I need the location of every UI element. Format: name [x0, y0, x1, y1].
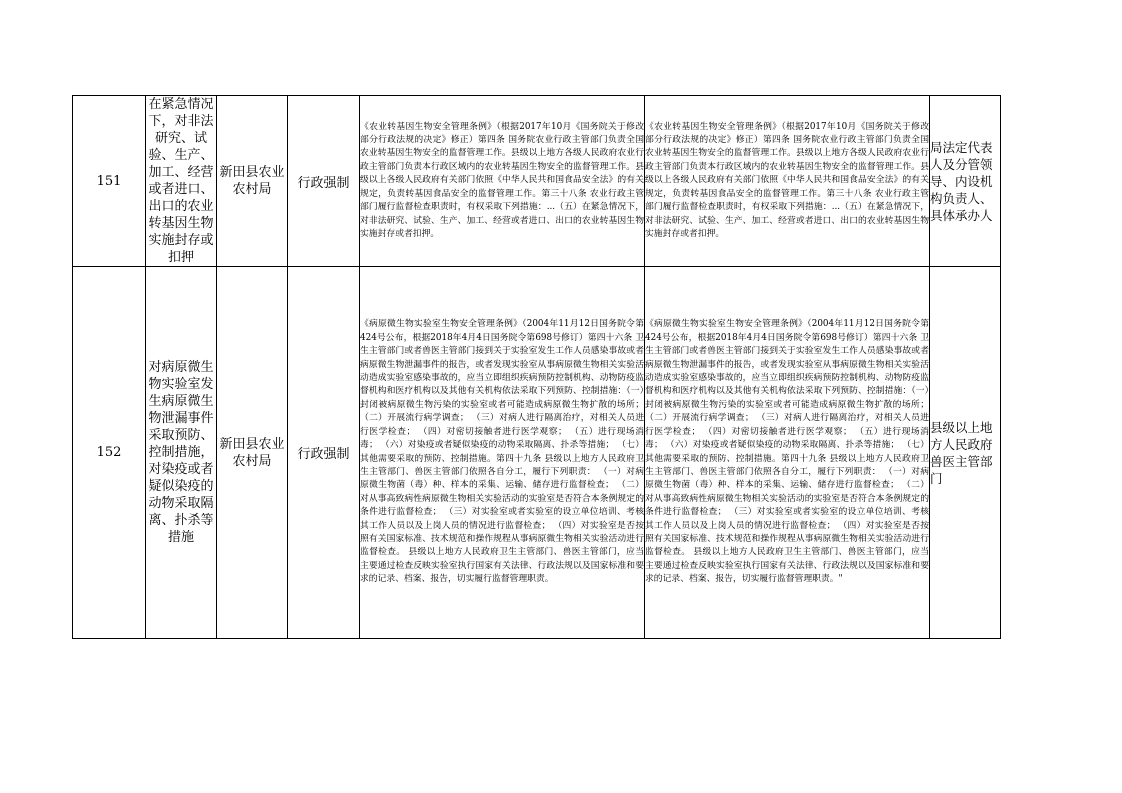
legal-basis-duplicate: 《农业转基因生物安全管理条例》（根据2017年10月《国务院关于修改部分行政法规的决定》修正）第四条 国务院农业行政主管部门负责全国农业转基因生物安全的监督管理工作。县级以上地方各级人民政府农业行政主管部门负责本行政区域内的农业转基因生物安全的监督管理工作。县级以上各级人民政府有关部门依照《中华人民共和国食品安全法》的有关规定，负责转基因食品安全的监督管理工作。第三十八条 农业行政主管部门履行监督检查职责时，有权采取下列措施：...（五）在紧急情况下，对非法研究、试验、生产、加工、经营或者进口、出口的农业转基因生物实施封存或者扣押。: [645, 96, 930, 267]
legal-basis: 《农业转基因生物安全管理条例》（根据2017年10月《国务院关于修改部分行政法规的决定》修正）第四条 国务院农业行政主管部门负责全国农业转基因生物安全的监督管理工作。县级以上地方各级人民政府农业行政主管部门负责本行政区域内的农业转基因生物安全的监督管理工作。县级以上各级人民政府有关部门依照《中华人民共和国食品安全法》的有关规定，负责转基因食品安全的监督管理工作。第三十八条 农业行政主管部门履行监督检查职责时，有权采取下列措施：...（五）在紧急情况下，对非法研究、试验、生产、加工、经营或者进口、出口的农业转基因生物实施封存或者扣押。: [360, 96, 645, 267]
responsible-subject: 县级以上地方人民政府兽医主管部门: [930, 267, 1001, 639]
item-name: 在紧急情况下，对非法研究、试验、生产、加工、经营或者进口、出口的农业转基因生物实施封存或扣押: [146, 96, 217, 267]
responsible-subject: 局法定代表人及分管领导、内设机构负责人、具体承办人: [930, 96, 1001, 267]
row-number: 151: [73, 96, 146, 267]
department: 新田县农业农村局: [217, 96, 288, 267]
item-name: 对病原微生物实验室发生病原微生物泄漏事件采取预防、控制措施，对染疫或者疑似染疫的动物采取隔离、扑杀等措施: [146, 267, 217, 639]
department: 新田县农业农村局: [217, 267, 288, 639]
power-category: 行政强制: [288, 267, 360, 639]
legal-basis-duplicate: 《病原微生物实验室生物安全管理条例》（2004年11月12日国务院令第424号公布，根据2018年4月4日国务院令第698号修订）第四十六条 卫生主管部门或者兽医主管部门接到关于实验室发生工作人员感染事故或者病原微生物泄漏事件的报告，或者发现实验室从事病原微生物相关实验活动造成实验室感染事故的，应当立即组织疾病预防控制机构、动物防疫监督机构和医疗机构以及其他有关机构依法采取下列预防、控制措施：（一）封闭被病原微生物污染的实验室或者可能造成病原微生物扩散的场所； （二）开展流行病学调查； （三）对病人进行隔离治疗，对相关人员进行医学检查； （四）对密切接触者进行医学观察； （五）进行现场消毒； （六）对染疫或者疑似染疫的动物采取隔离、扑杀等措施； （七）其他需要采取的预防、控制措施。第四十九条 县级以上地方人民政府卫生主管部门、兽医主管部门依照各自分工，履行下列职责： （一）对病原微生物菌（毒）种、样本的采集、运输、储存进行监督检查； （二）对从事高致病性病原微生物相关实验活动的实验室是否符合本条例规定的条件进行监督检查； （三）对实验室或者实验室的设立单位培训、考核其工作人员以及上岗人员的情况进行监督检查； （四）对实验室是否按照有关国家标准、技术规范和操作规程从事病原微生物相关实验活动进行监督检查。 县级以上地方人民政府卫生主管部门、兽医主管部门，应当主要通过检查反映实验室执行国家有关法律、行政法规以及国家标准和要求的记录、档案、报告，切实履行监督管理职责。": [645, 267, 930, 639]
row-number: 152: [73, 267, 146, 639]
table-row: [73, 267, 1001, 639]
table-row: [73, 96, 1001, 267]
legal-basis: 《病原微生物实验室生物安全管理条例》（2004年11月12日国务院令第424号公布，根据2018年4月4日国务院令第698号修订）第四十六条 卫生主管部门或者兽医主管部门接到关于实验室发生工作人员感染事故或者病原微生物泄漏事件的报告，或者发现实验室从事病原微生物相关实验活动造成实验室感染事故的，应当立即组织疾病预防控制机构、动物防疫监督机构和医疗机构以及其他有关机构依法采取下列预防、控制措施：（一）封闭被病原微生物污染的实验室或者可能造成病原微生物扩散的场所； （二）开展流行病学调查； （三）对病人进行隔离治疗，对相关人员进行医学检查； （四）对密切接触者进行医学观察； （五）进行现场消毒； （六）对染疫或者疑似染疫的动物采取隔离、扑杀等措施； （七）其他需要采取的预防、控制措施。第四十九条 县级以上地方人民政府卫生主管部门、兽医主管部门依照各自分工，履行下列职责： （一）对病原微生物菌（毒）种、样本的采集、运输、储存进行监督检查； （二）对从事高致病性病原微生物相关实验活动的实验室是否符合本条例规定的条件进行监督检查； （三）对实验室或者实验室的设立单位培训、考核其工作人员以及上岗人员的情况进行监督检查； （四）对实验室是否按照有关国家标准、技术规范和操作规程从事病原微生物相关实验活动进行监督检查。 县级以上地方人民政府卫生主管部门、兽医主管部门，应当主要通过检查反映实验室执行国家有关法律、行政法规以及国家标准和要求的记录、档案、报告，切实履行监督管理职责。: [360, 267, 645, 639]
power-category: 行政强制: [288, 96, 360, 267]
power-list-table: [72, 95, 1001, 639]
